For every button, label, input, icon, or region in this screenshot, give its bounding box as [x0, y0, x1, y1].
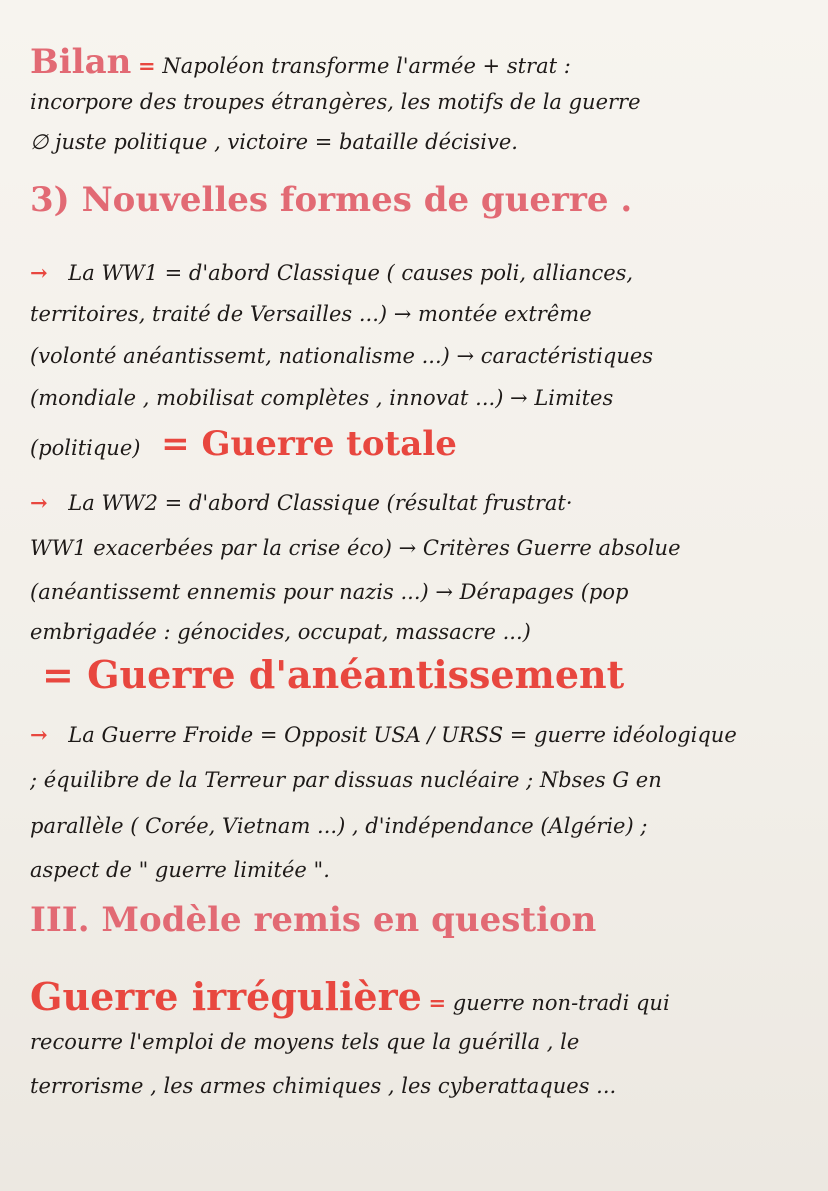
- bilan-line-2: incorpore des troupes étrangères, les motifs de la guerre: [30, 90, 641, 114]
- arrow-icon: →: [30, 490, 48, 515]
- bilan-line-1: [30, 42, 808, 83]
- ww2-line-4: embrigadée : génocides, occupat, massacre ...): [30, 620, 531, 644]
- ww2-line-3: (anéantissemt ennemis pour nazis ...) → Dérapages (pop: [30, 580, 629, 604]
- ww1-line-2: territoires, traité de Versailles ...) → montée extrême: [30, 302, 592, 326]
- ww1-line-5: [30, 424, 808, 465]
- irr-text-1: guerre non-tradi qui: [452, 991, 670, 1015]
- irr-label: Guerre irrégulière: [30, 974, 422, 1019]
- ww2-line-2: WW1 exacerbées par la crise éco) → Critères Guerre absolue: [30, 536, 681, 560]
- gf-label: La Guerre Froide: [68, 723, 253, 748]
- irr-line-3: terrorisme , les armes chimiques , les cyberattaques ...: [30, 1074, 617, 1098]
- ww2-label: La WW2: [68, 491, 158, 516]
- arrow-icon: →: [30, 722, 48, 747]
- bilan-label: Bilan: [30, 42, 132, 82]
- ww1-text-1: = d'abord Classique ( causes poli, alliances,: [164, 261, 634, 285]
- bilan-eq: =: [138, 53, 156, 78]
- gf-line-3: parallèle ( Corée, Vietnam ...) , d'indépendance (Algérie) ;: [30, 814, 648, 838]
- part-3-title: III. Modèle remis en question: [30, 900, 808, 941]
- section-3-title: 3) Nouvelles formes de guerre .: [30, 180, 633, 220]
- gf-line-2: ; équilibre de la Terreur par dissuas nucléaire ; Nbses G en: [30, 768, 662, 792]
- ww1-label: La WW1: [68, 261, 158, 286]
- irr-eq: =: [428, 990, 447, 1015]
- ww1-conclusion: = Guerre totale: [161, 424, 457, 464]
- gf-text-1: = Opposit USA / URSS = guerre idéologique: [259, 723, 737, 747]
- ww1-line-1: [30, 260, 808, 286]
- irr-line-1: [30, 974, 808, 1020]
- arrow-icon: →: [30, 260, 48, 285]
- bilan-text-1: Napoléon transforme l'armée + strat :: [162, 54, 571, 78]
- bilan-line-3: ∅ juste politique , victoire = bataille décisive.: [30, 130, 518, 154]
- ww2-conclusion: = Guerre d'anéantissement: [42, 652, 625, 697]
- gf-line-1: [30, 722, 808, 748]
- irr-line-2: recourre l'emploi de moyens tels que la guérilla , le: [30, 1030, 580, 1054]
- ww1-text-5: (politique): [30, 436, 141, 460]
- ww2-line-1: [30, 490, 808, 516]
- ww1-line-4: (mondiale , mobilisat complètes , innovat ...) → Limites: [30, 386, 614, 410]
- ww2-text-1: = d'abord Classique (résultat frustrat·: [164, 491, 573, 515]
- ww1-line-3: (volonté anéantissemt, nationalisme ...) → caractéristiques: [30, 344, 654, 368]
- gf-line-4: aspect de " guerre limitée ".: [30, 858, 330, 882]
